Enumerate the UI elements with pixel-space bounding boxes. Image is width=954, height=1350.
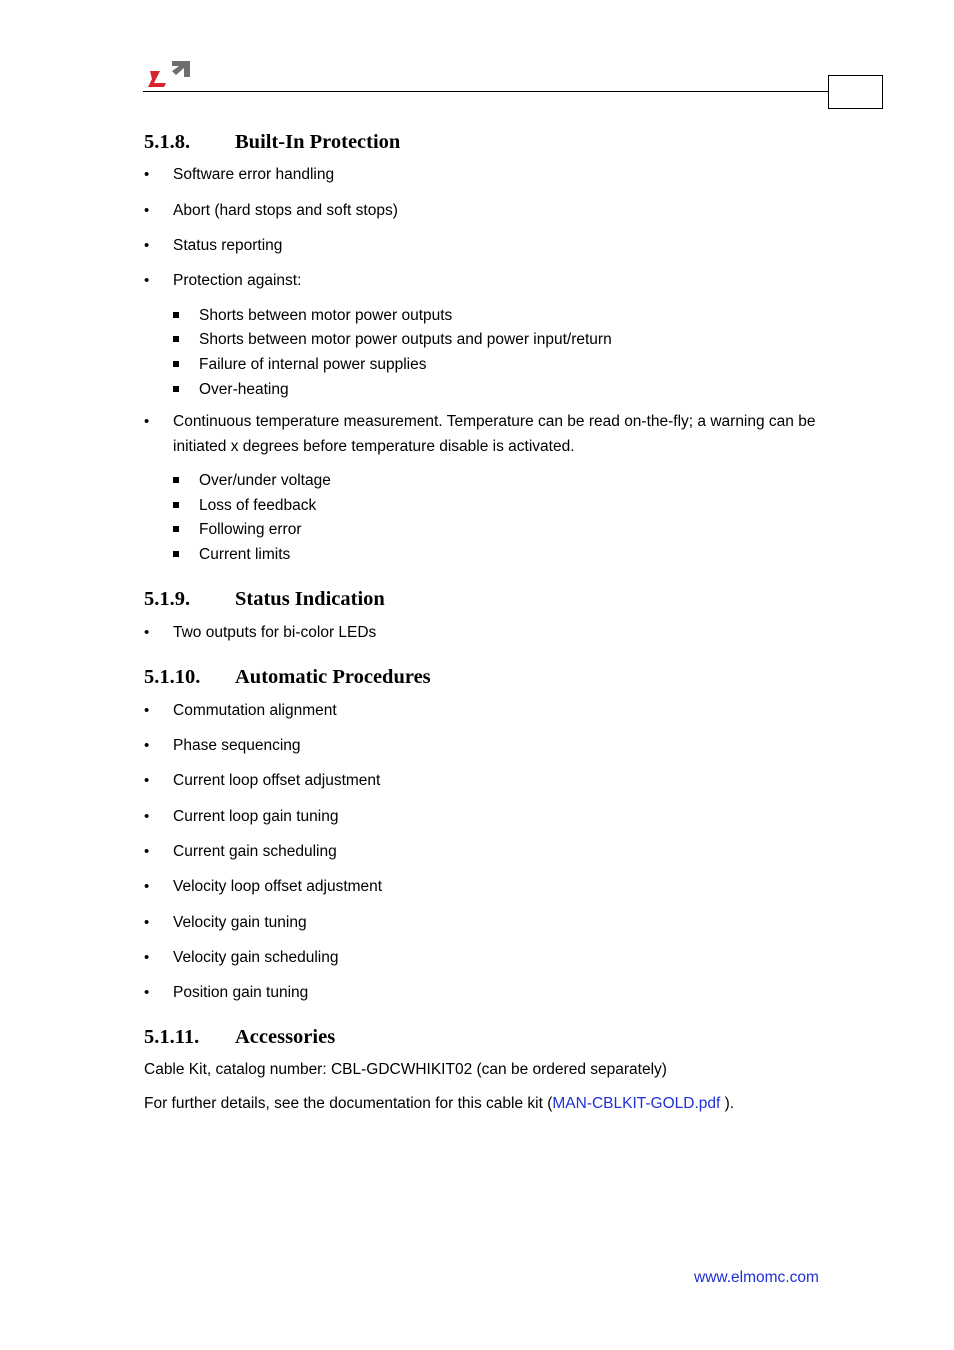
details-paragraph	[144, 1091, 734, 1116]
elmo-logo-icon	[148, 59, 192, 89]
section-heading-built-in-protection: 5.1.8. Built-In Protection	[144, 131, 401, 153]
details-prefix: For further details, see the documentation for this cable kit (	[144, 1095, 553, 1112]
cable-kit-paragraph: Cable Kit, catalog number: CBL-GDCWHIKIT02 (can be ordered separately)	[144, 1061, 667, 1078]
section-heading-status-indication: 5.1.9. Status Indication	[144, 588, 385, 610]
section-heading-automatic-procedures: 5.1.10. Automatic Procedures	[144, 666, 431, 688]
section-heading-accessories: 5.1.11. Accessories	[144, 1026, 336, 1048]
header-rule	[143, 91, 829, 92]
details-suffix: ).	[720, 1095, 735, 1112]
page-number-box	[828, 75, 883, 109]
footer-website-link[interactable]: www.elmomc.com	[694, 1269, 819, 1286]
cable-kit-manual-link[interactable]: MAN-CBLKIT-GOLD.pdf	[552, 1095, 721, 1112]
